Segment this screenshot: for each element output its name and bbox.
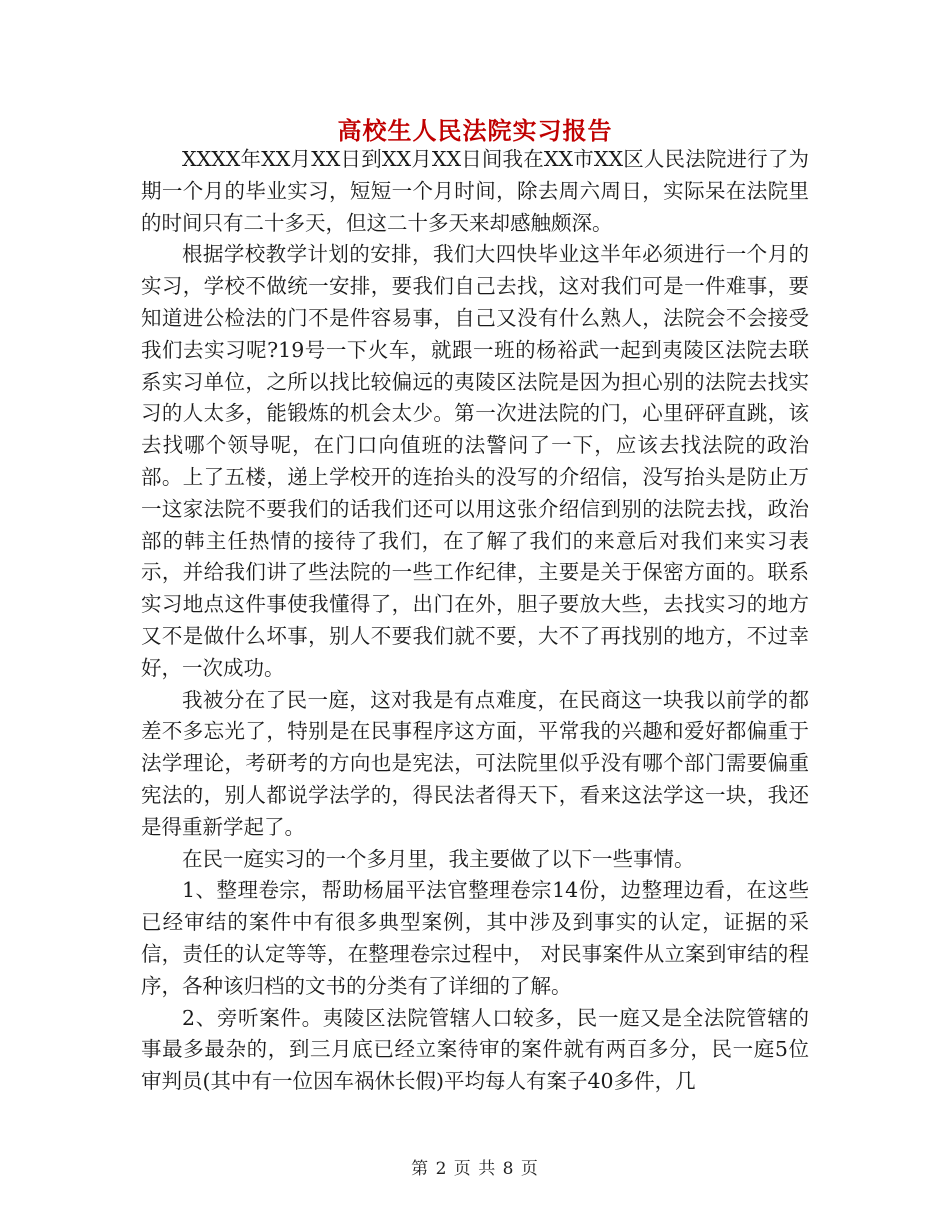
paragraph: 我被分在了民一庭，这对我是有点难度，在民商这一块我以前学的都差不多忘光了，特别是在民事程序这方面，平常我的兴趣和爱好都偏重于法学理论，考研考的方向也是宪法，可法院里似乎没有哪个部门需要偏重宪法的，别人都说学法学的，得民法者得天下，看来这法学这一块，我还是得重新学起了。 [141,687,809,839]
paragraph: 在民一庭实习的一个多月里，我主要做了以下一些事情。 [182,846,695,871]
paragraph: 1、整理卷宗，帮助杨届平法官整理卷宗14份，边整理边看，在这些已经审结的案件中有很多典型案例，其中涉及到事实的认定，证据的采信，责任的认定等等，在整理卷宗过程中， 对民事案件从立案到审结的程序，各种该归档的文书的分类有了详细的了解。 [141,878,809,998]
paragraph: XXXX年XX月XX日到XX月XX日间我在XX市XX区人民法院进行了为期一个月的毕业实习，短短一个月时间，除去周六周日，实际呆在法院里的时间只有二十多天，但这二十多天来却感触颇深。 [141,147,809,235]
document-body [141,144,809,1098]
paragraph: 2、旁听案件。夷陵区法院管辖人口较多，民一庭又是全法院管辖的事最多最杂的，到三月底已经立案待审的案件就有两百多分，民一庭5位审判员(其中有一位因车祸休长假)平均每人有案子40多件，几 [141,1005,809,1094]
paragraph: 根据学校教学计划的安排，我们大四快毕业这半年必须进行一个月的实习，学校不做统一安排，要我们自己去找，这对我们可是一件难事，要知道进公检法的门不是件容易事，自己又没有什么熟人，法院会不会接受我们去实习呢?19号一下火车，就跟一班的杨裕武一起到夷陵区法院去联系实习单位，之所以找比较偏远的夷陵区法院是因为担心别的法院去找实习的人太多，能锻炼的机会太少。第一次进法院的门，心里砰砰直跳，该去找哪个领导呢，在门口向值班的法警问了一下，应该去找法院的政治部。上了五楼，递上学校开的连抬头的没写的介绍信，没写抬头是防止万一这家法院不要我们的话我们还可以用这张介绍信到别的法院去找，政治部的韩主任热情的接待了我们，在了解了我们的来意后对我们来实习表示，并给我们讲了些法院的一些工作纪律，主要是关于保密方面的。联系实习地点这件事使我懂得了，出门在外，胆子要放大些，去找实习的地方又不是做什么坏事，别人不要我们就不要，大不了再找别的地方，不过幸好，一次成功。 [141,242,809,680]
page-number-footer: 第 2 页 共 8 页 [411,1159,539,1179]
page-title: 高校生人民法院实习报告 [337,116,613,145]
